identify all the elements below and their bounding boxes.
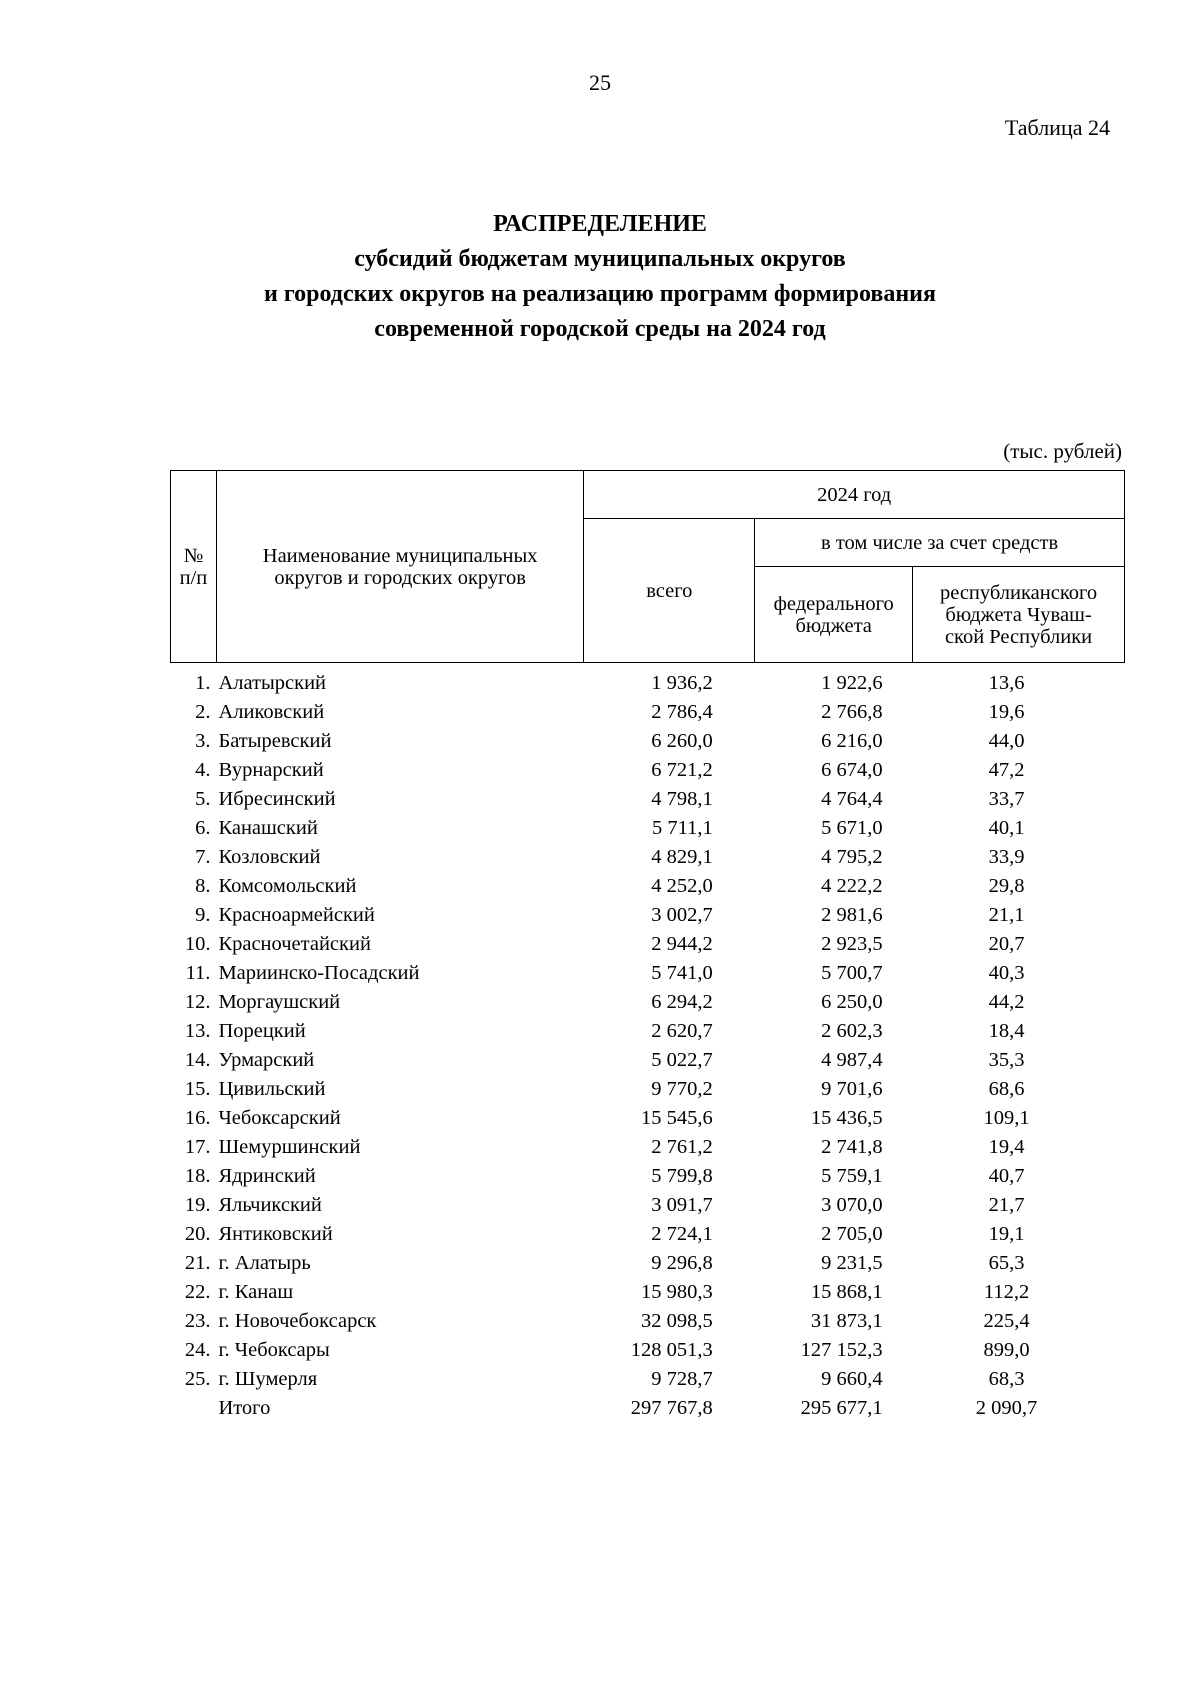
row-name: Мариинско-Посадский xyxy=(218,961,420,984)
row-name: Чебоксарский xyxy=(218,1106,341,1129)
title-line-3: и городских округов на реализацию программ формирования xyxy=(264,281,936,307)
table-row xyxy=(171,1075,1125,1104)
row-republic: 20,7 xyxy=(988,932,1025,955)
table-row xyxy=(171,756,1125,785)
row-number: 5. xyxy=(195,787,211,810)
row-number: 24. xyxy=(184,1338,211,1361)
row-federal: 2 766,8 xyxy=(821,700,883,723)
row-total: 2 944,2 xyxy=(651,932,713,955)
header-name-line-1: Наименование муниципальных xyxy=(262,544,538,567)
table-row xyxy=(171,727,1125,756)
row-total: 32 098,5 xyxy=(640,1309,713,1332)
table-row xyxy=(171,1017,1125,1046)
row-total: 15 980,3 xyxy=(640,1280,713,1303)
header-republic-line-1: республиканского xyxy=(939,581,1098,604)
row-republic: 47,2 xyxy=(988,758,1025,781)
row-name: г. Канаш xyxy=(218,1280,294,1303)
row-total: 3 091,7 xyxy=(651,1193,713,1216)
row-total: 6 260,0 xyxy=(651,729,713,752)
row-republic: 21,1 xyxy=(988,903,1025,926)
row-federal: 2 981,6 xyxy=(821,903,883,926)
totals-number xyxy=(171,1394,217,1423)
row-total: 5 022,7 xyxy=(651,1048,713,1071)
row-federal: 6 216,0 xyxy=(821,729,883,752)
row-federal: 6 674,0 xyxy=(821,758,883,781)
row-name: Козловский xyxy=(218,845,321,868)
row-republic: 899,0 xyxy=(983,1338,1030,1361)
row-number: 4. xyxy=(195,758,211,781)
row-number: 15. xyxy=(184,1077,211,1100)
row-federal: 4 795,2 xyxy=(821,845,883,868)
table-label: Таблица 24 xyxy=(1004,115,1110,140)
row-number: 23. xyxy=(184,1309,211,1332)
row-federal: 9 701,6 xyxy=(821,1077,883,1100)
row-number: 22. xyxy=(184,1280,211,1303)
row-total: 9 728,7 xyxy=(651,1367,713,1390)
row-republic: 112,2 xyxy=(983,1280,1030,1303)
row-number: 17. xyxy=(184,1135,211,1158)
row-number: 12. xyxy=(184,990,211,1013)
row-name: Шемуршинский xyxy=(218,1135,361,1158)
row-republic: 33,7 xyxy=(988,787,1025,810)
row-total: 128 051,3 xyxy=(630,1338,713,1361)
table-row xyxy=(171,988,1125,1017)
row-name: Канашский xyxy=(218,816,318,839)
row-number: 20. xyxy=(184,1222,211,1245)
row-name: Алатырский xyxy=(218,671,327,694)
row-republic: 109,1 xyxy=(983,1106,1030,1129)
row-number: 7. xyxy=(195,845,211,868)
table-row xyxy=(171,872,1125,901)
table-row xyxy=(171,698,1125,727)
row-number: 11. xyxy=(185,961,211,984)
table-body xyxy=(171,663,1125,1423)
header-total: всего xyxy=(584,519,755,663)
row-total: 3 002,7 xyxy=(651,903,713,926)
row-republic: 21,7 xyxy=(988,1193,1025,1216)
row-total: 1 936,2 xyxy=(651,671,713,694)
row-total: 5 799,8 xyxy=(651,1164,713,1187)
row-name: Аликовский xyxy=(218,700,325,723)
row-republic: 44,0 xyxy=(988,729,1025,752)
row-total: 5 711,1 xyxy=(651,816,713,839)
totals-row xyxy=(171,1394,1125,1423)
row-federal: 9 660,4 xyxy=(821,1367,883,1390)
row-number: 10. xyxy=(184,932,211,955)
totals-federal: 295 677,1 xyxy=(800,1396,883,1419)
page-number: 25 xyxy=(589,70,611,95)
distribution-table xyxy=(170,470,1125,1423)
row-name: Красноармейский xyxy=(218,903,375,926)
row-federal: 4 987,4 xyxy=(821,1048,883,1071)
row-number: 1. xyxy=(195,671,211,694)
row-name: г. Новочебоксарск xyxy=(218,1309,377,1332)
row-republic: 40,7 xyxy=(988,1164,1025,1187)
row-name: г. Алатырь xyxy=(218,1251,311,1274)
row-number: 9. xyxy=(195,903,211,926)
row-total: 2 786,4 xyxy=(651,700,713,723)
table-row xyxy=(171,1220,1125,1249)
row-number: 18. xyxy=(184,1164,211,1187)
header-number-line-2: п/п xyxy=(179,566,208,589)
row-republic: 19,4 xyxy=(988,1135,1025,1158)
row-number: 3. xyxy=(195,729,211,752)
header-federal-line-2: бюджета xyxy=(795,614,872,637)
row-republic: 35,3 xyxy=(988,1048,1025,1071)
table-row xyxy=(171,959,1125,988)
header-year: 2024 год xyxy=(584,471,1125,519)
row-name: Моргаушский xyxy=(218,990,341,1013)
row-number: 19. xyxy=(184,1193,211,1216)
table-row xyxy=(171,1046,1125,1075)
row-total: 4 252,0 xyxy=(651,874,713,897)
row-total: 6 294,2 xyxy=(651,990,713,1013)
table-row xyxy=(171,669,1125,698)
row-number: 25. xyxy=(184,1367,211,1390)
row-federal: 15 868,1 xyxy=(810,1280,883,1303)
row-total: 5 741,0 xyxy=(651,961,713,984)
row-name: Красночетайский xyxy=(218,932,371,955)
table-row xyxy=(171,843,1125,872)
row-republic: 29,8 xyxy=(988,874,1025,897)
table-row xyxy=(171,1191,1125,1220)
row-federal: 5 700,7 xyxy=(821,961,883,984)
row-name: Ибресинский xyxy=(218,787,336,810)
table-header xyxy=(171,471,1125,663)
row-number: 16. xyxy=(184,1106,211,1129)
row-total: 6 721,2 xyxy=(651,758,713,781)
row-federal: 2 705,0 xyxy=(821,1222,883,1245)
totals-name: Итого xyxy=(218,1396,271,1419)
header-number xyxy=(171,471,217,663)
row-name: Ядринский xyxy=(218,1164,316,1187)
row-federal: 15 436,5 xyxy=(810,1106,883,1129)
header-republic-line-3: ской Республики xyxy=(944,625,1093,648)
row-total: 9 770,2 xyxy=(651,1077,713,1100)
row-number: 21. xyxy=(184,1251,211,1274)
row-federal: 2 923,5 xyxy=(821,932,883,955)
row-number: 6. xyxy=(195,816,211,839)
row-name: Янтиковский xyxy=(218,1222,333,1245)
document-title xyxy=(0,207,1200,347)
row-name: Цивильский xyxy=(218,1077,326,1100)
row-federal: 5 759,1 xyxy=(821,1164,883,1187)
table-row xyxy=(171,1365,1125,1394)
row-republic: 44,2 xyxy=(988,990,1025,1013)
header-federal xyxy=(755,567,913,663)
row-federal: 5 671,0 xyxy=(821,816,883,839)
row-total: 4 829,1 xyxy=(651,845,713,868)
row-federal: 1 922,6 xyxy=(821,671,883,694)
table-row xyxy=(171,1104,1125,1133)
row-federal: 9 231,5 xyxy=(821,1251,883,1274)
row-republic: 40,3 xyxy=(988,961,1025,984)
row-total: 9 296,8 xyxy=(651,1251,713,1274)
row-republic: 33,9 xyxy=(988,845,1025,868)
table-row xyxy=(171,1162,1125,1191)
header-republic-line-2: бюджета Чуваш- xyxy=(945,603,1092,626)
title-line-1: РАСПРЕДЕЛЕНИЕ xyxy=(493,211,707,237)
row-federal: 4 222,2 xyxy=(821,874,883,897)
header-including: в том числе за счет средств xyxy=(755,519,1125,567)
row-total: 2 761,2 xyxy=(651,1135,713,1158)
table-row xyxy=(171,1133,1125,1162)
row-number: 13. xyxy=(184,1019,211,1042)
row-republic: 68,3 xyxy=(988,1367,1025,1390)
table-row xyxy=(171,1249,1125,1278)
row-name: Урмарский xyxy=(218,1048,315,1071)
row-federal: 127 152,3 xyxy=(800,1338,883,1361)
table-row xyxy=(171,1336,1125,1365)
row-name: г. Чебоксары xyxy=(218,1338,330,1361)
totals-total: 297 767,8 xyxy=(630,1396,713,1419)
row-federal: 3 070,0 xyxy=(821,1193,883,1216)
row-name: г. Шумерля xyxy=(218,1367,318,1390)
table-row xyxy=(171,901,1125,930)
table-row xyxy=(171,814,1125,843)
row-number: 14. xyxy=(184,1048,211,1071)
row-total: 2 724,1 xyxy=(651,1222,713,1245)
row-name: Порецкий xyxy=(218,1019,306,1042)
row-republic: 19,6 xyxy=(988,700,1025,723)
table-row xyxy=(171,785,1125,814)
row-name: Комсомольский xyxy=(218,874,357,897)
title-line-4: современной городской среды на 2024 год xyxy=(374,316,826,342)
header-name xyxy=(216,471,583,663)
row-name: Яльчикский xyxy=(218,1193,322,1216)
row-federal: 4 764,4 xyxy=(821,787,883,810)
row-federal: 2 602,3 xyxy=(821,1019,883,1042)
header-federal-line-1: федерального xyxy=(773,592,894,615)
row-federal: 31 873,1 xyxy=(810,1309,883,1332)
row-republic: 40,1 xyxy=(988,816,1025,839)
row-total: 4 798,1 xyxy=(651,787,713,810)
row-total: 15 545,6 xyxy=(640,1106,713,1129)
row-republic: 225,4 xyxy=(983,1309,1030,1332)
row-republic: 19,1 xyxy=(988,1222,1025,1245)
row-republic: 18,4 xyxy=(988,1019,1025,1042)
header-republic xyxy=(913,567,1125,663)
row-federal: 2 741,8 xyxy=(821,1135,883,1158)
totals-republic: 2 090,7 xyxy=(975,1396,1038,1419)
header-number-line-1: № xyxy=(183,544,204,567)
row-republic: 68,6 xyxy=(988,1077,1025,1100)
row-number: 8. xyxy=(195,874,211,897)
title-line-2: субсидий бюджетам муниципальных округов xyxy=(354,246,846,272)
row-total: 2 620,7 xyxy=(651,1019,713,1042)
table-row xyxy=(171,1307,1125,1336)
table-row xyxy=(171,930,1125,959)
row-republic: 65,3 xyxy=(988,1251,1025,1274)
units-label: (тыс. рублей) xyxy=(1003,439,1122,463)
table-row xyxy=(171,1278,1125,1307)
row-republic: 13,6 xyxy=(988,671,1025,694)
row-name: Вурнарский xyxy=(218,758,324,781)
row-federal: 6 250,0 xyxy=(821,990,883,1013)
row-number: 2. xyxy=(195,700,211,723)
row-name: Батыревский xyxy=(218,729,332,752)
header-name-line-2: округов и городских округов xyxy=(274,566,526,589)
